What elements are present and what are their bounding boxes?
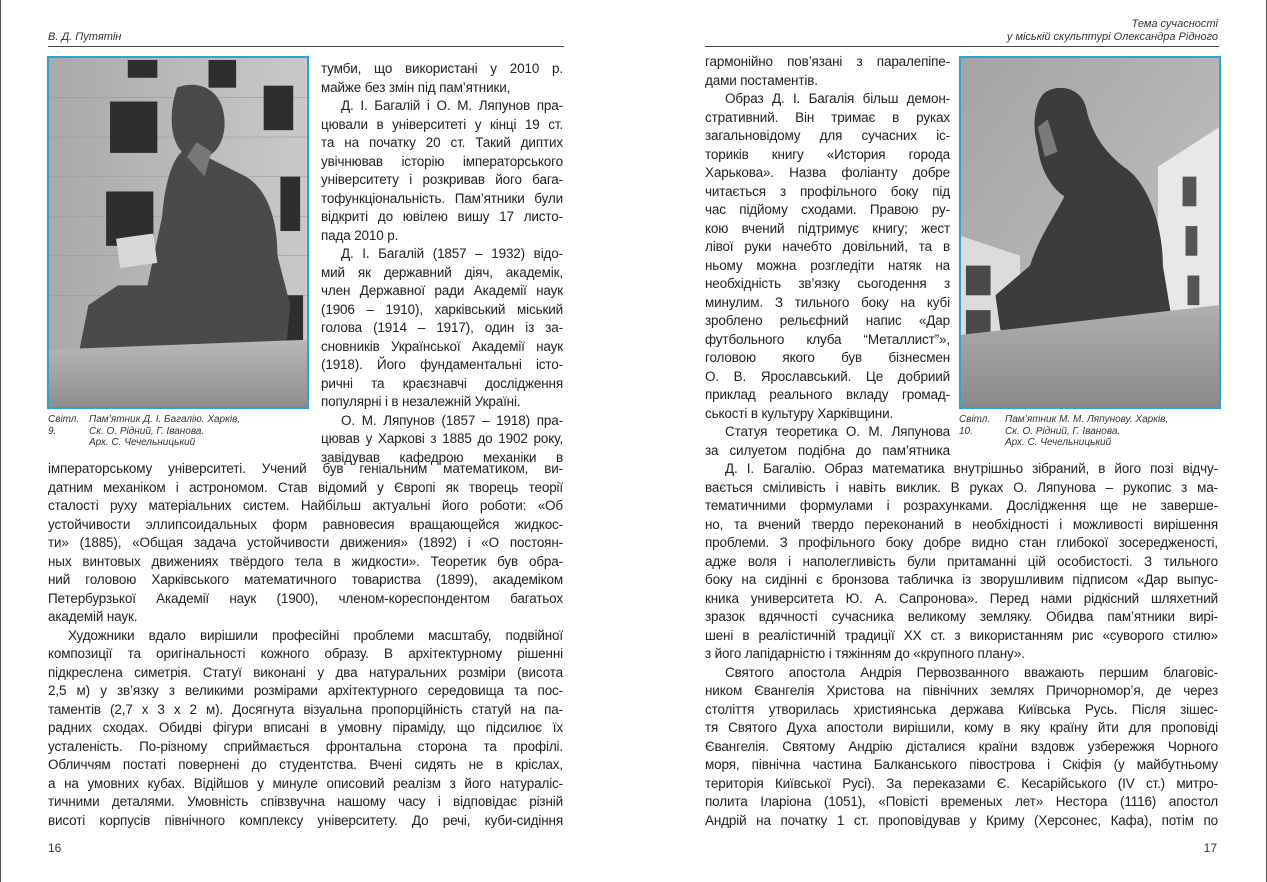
body-text-full — [48, 460, 563, 830]
running-head-line: Тема сучасності — [1131, 18, 1218, 30]
text-line: мий як державний діяч, академік, — [321, 264, 563, 280]
text-line: Образ Д. І. Багалія більш демон- — [725, 91, 950, 106]
text-line: кою вчений підтримує книгу; жест — [705, 220, 950, 236]
text-line: тичними деталями. Умовність співзвучна нашому часу і відповідає різній — [48, 794, 563, 809]
paragraph — [321, 97, 563, 245]
caption-line: Арх. С. Чечельницький — [1005, 437, 1112, 448]
running-head-title — [1007, 18, 1218, 44]
text-line: відкриті до ювілею вишу 17 листо- — [321, 209, 563, 224]
text-line: ником Євангелія Христова на північних землях Причорномор’я, де через — [705, 683, 1218, 698]
body-text-column — [705, 53, 950, 460]
text-line: (1918). Його фундаментальні істо- — [321, 357, 563, 372]
page-number: 17 — [1203, 841, 1217, 855]
text-line: тя Святого Духа апостоли вирішили, кому в яку країну йти для проповіді — [705, 720, 1218, 735]
text-line: Євангелія. Святому Андрію дісталися країни вздовж узбережжя Чорного — [705, 738, 1218, 754]
text-line: завідував кафедрою механіки в — [321, 449, 563, 465]
text-line: стративний. Він тримає в руках — [705, 109, 950, 125]
photo-bahalii-monument — [47, 56, 309, 409]
paragraph — [705, 460, 1218, 664]
left-page — [0, 0, 633, 882]
body-text-column — [321, 60, 563, 467]
text-line: ричні та краєзнавчі дослідження — [321, 375, 563, 391]
paragraph — [705, 423, 950, 460]
text-line: висоті корпусів північного комплексу університету. До речі, куби-сидіння — [48, 812, 563, 828]
text-line: футбольного клуба “Металлист”», — [705, 331, 950, 347]
paragraph — [48, 460, 563, 627]
text-line: за силуетом подібна до пам’ятника — [705, 442, 950, 458]
text-line: датним механіком і астрономом. Став відомий у Європі як творець теорії — [48, 479, 563, 495]
text-line: університету і розкривав його бага- — [321, 172, 563, 187]
caption-line: Пам’ятник М. М. Ляпунову. Харків, — [1005, 414, 1169, 425]
paragraph — [321, 60, 563, 97]
text-line: моря, північна частина Балканського півострова і Скіфія (у майбутньому — [705, 757, 1218, 772]
running-head-author: В. Д. Путятін — [48, 31, 122, 43]
paragraph — [705, 90, 950, 423]
text-line: вається сміливість і навіть виклик. В руках О. Ляпунова – рукопис з ма- — [705, 479, 1218, 495]
text-line: Д. І. Багалій і О. М. Ляпунов пра- — [341, 98, 563, 113]
text-line: голова (1914 – 1917), один із за- — [321, 320, 563, 335]
text-line: Д. І. Багалію. Образ математика внутрішньо зібраний, в його позі відчу- — [725, 461, 1218, 476]
text-line: кника университета Ю. А. Сапронова». Перед нами рідкісний шляхетний — [705, 590, 1218, 606]
caption-label: Світл. 10. — [959, 414, 991, 437]
caption-label: Світл. 9. — [48, 414, 80, 437]
text-line: тумби, що використані у 2010 р. — [321, 61, 563, 76]
header-rule — [705, 46, 1219, 47]
text-line: головою якого був бізнесмен — [705, 350, 950, 365]
text-line: лівої руки начебто довільний, та в — [705, 239, 950, 254]
caption-line: Арх. С. Чечельницький — [89, 437, 196, 448]
text-line: минулим. З тильного боку на кубі — [705, 294, 950, 310]
text-line: загальновідому для сучасних іс- — [705, 128, 950, 143]
text-line: а на умовних кубах. Відійшов у минуле описовий реалізм з його натураліс- — [48, 775, 563, 791]
text-line: устойчивости эллипсоидальных форм равновесия вращающейся жидкос- — [48, 516, 563, 532]
paragraph — [321, 412, 563, 468]
text-line: з його лапідарністю і тяжінням до «крупного плану». — [705, 646, 1025, 661]
text-line: увічнював історію імператорського — [321, 153, 563, 169]
statue-photo-image — [961, 58, 1219, 407]
header-rule — [48, 46, 564, 47]
text-line: приклад реального вкладу громад- — [705, 387, 950, 402]
text-line: Обличчям постаті повернені до студентства. Вчені сидять не в кріслах, — [48, 757, 563, 772]
text-line: сталості руху матеріальних систем. Найбільш актуальні його роботи: «Об — [48, 498, 563, 513]
text-line: радних сходах. Обидві фігури вписані в умовну піраміду, що підсилює їх — [48, 720, 563, 735]
text-line: територія Київської Русі). За переказами Є. Кесарійського (IV ст.) митро- — [705, 775, 1218, 791]
body-text-full — [705, 460, 1218, 830]
text-line: ний головою Харківського математичного товариства (1899), академіком — [48, 572, 563, 587]
text-line: ных винтовых движениях твёрдого тела в жидкости». Теоретик був обра- — [48, 553, 563, 569]
statue-photo-image — [49, 58, 307, 407]
paragraph — [321, 245, 563, 412]
text-line: ториків книгу «История города — [705, 146, 950, 162]
caption-line: Ск. О. Рідний, Г. Іванова. — [1005, 425, 1121, 437]
text-line: полита Іларіона (1051), «Повісті временых лет» Нестора (1116) апостол — [705, 794, 1218, 809]
text-line: імператорському університеті. Учений був геніальним математиком, ви- — [48, 461, 563, 476]
text-line: ти» (1885), «Общая задача устойчивости движения» (1892) і «О постоян- — [48, 535, 563, 550]
text-line: майже без змін під пам’ятники, — [321, 79, 511, 95]
text-line: проблеми. З профільного боку добре видно стан глибокої зосередженості, — [705, 535, 1218, 550]
text-line: усталеність. По-різному сприймається фронтальна сторона та профілі. — [48, 738, 563, 754]
text-line: сновників Української Академії наук — [321, 338, 563, 354]
text-line: зразок вдячності сучасника великому земляку. Обидва пам’ятники вирі- — [705, 609, 1218, 624]
text-line: адже воля і наполегливість були притаманні цій особистості. З тильного — [705, 553, 1218, 569]
text-line: зроблено рельєфний напис «Дар — [705, 313, 950, 328]
text-line: Харькова». Назва фоліанту добре — [705, 165, 950, 180]
text-line: тофункціональність. Пам’ятники були — [321, 190, 563, 206]
text-line: ньому можна розгледіти натяк на — [705, 257, 950, 273]
running-head-line: у міській скульптурі Олександра Рідного — [1006, 31, 1218, 43]
text-line: композиції та оригінальності кожного образу. В архітектурному рішенні — [48, 646, 563, 661]
text-line: 2,5 м) у зв’язку з великими розмірами архітектурного середовища та пос- — [48, 683, 563, 698]
text-line: шені в реалістичній традиції ХХ ст. з використанням рис «суворого стилю» — [705, 627, 1218, 643]
text-line: гармонійно пов’язані з паралепіпе- — [705, 54, 950, 69]
text-line: боку на сидінні є бронзова табличка із зворушливим підписом «Дар выпус- — [705, 572, 1218, 587]
page-number: 16 — [48, 841, 62, 855]
text-line: (1906 – 1910), харківський міський — [321, 301, 563, 317]
text-line: Статуя теоретика О. М. Ляпунова — [725, 424, 950, 439]
text-line: но, та вчений твердо переконаний в необхідності і можливості вирішення — [705, 516, 1218, 532]
text-line: необхідність зв’язку сьогодення з — [705, 276, 950, 291]
text-line: Святого апостола Андрія Первозванного вважають першим благовіс- — [725, 664, 1218, 680]
text-line: дами постаментів. — [705, 72, 818, 88]
right-page — [633, 0, 1267, 882]
text-line: академій наук. — [48, 609, 138, 624]
paragraph — [705, 53, 950, 90]
text-line: популярні і в незалежній Україні. — [321, 394, 521, 409]
text-line: підкреслена симетрія. Статуї виконані у два натуральних розміри (висота — [48, 664, 563, 680]
text-line: Художники вдало вирішили професійні проблеми масштабу, подвійної — [68, 627, 563, 643]
text-line: О. М. Ляпунов (1857 – 1918) пра- — [341, 412, 563, 428]
text-line: таментів (2,7 х 3 х 2 м). Досягнута візуальна пропорційність статуй на па- — [48, 701, 563, 717]
paragraph — [48, 627, 563, 831]
text-line: читається з профільного боку під — [705, 183, 950, 199]
text-line: пада 2010 р. — [321, 227, 399, 243]
text-line: Андрій на початку 1 ст. проповідував у Криму (Херсонес, Кафа), потім по — [705, 812, 1218, 828]
caption-line: Ск. О. Рідний, Г. Іванова. — [89, 425, 205, 437]
text-line: член Державної ради Академії наук — [321, 283, 563, 298]
text-line: Д. І. Багалій (1857 – 1932) відо- — [341, 246, 563, 261]
text-line: Петербурзької Академії наук (1900), членом-кореспондентом багатьох — [48, 590, 563, 606]
text-line: цював у Харкові з 1885 до 1902 року, — [321, 431, 563, 446]
text-line: ськості в культуру Харківщини. — [705, 405, 894, 421]
text-line: час підйому сходами. Правою ру- — [705, 202, 950, 217]
text-line: та на початку 20 ст. Такий диптих — [321, 135, 563, 150]
text-line: О. В. Ярославський. Це добриий — [705, 368, 950, 384]
paragraph — [705, 664, 1218, 831]
photo-lyapunov-monument — [959, 56, 1221, 409]
photo-caption — [959, 414, 1168, 449]
photo-caption — [48, 414, 240, 449]
text-line: століття утворилась християнська держава Київська Русь. Після зішес- — [705, 701, 1218, 717]
caption-line: Пам’ятник Д. І. Багалію. Харків, — [89, 414, 241, 425]
text-line: цювали в університеті у кінці 19 ст. — [321, 116, 563, 132]
text-line: тематичними формулами і розрахунками. Дослідження ще не заверше- — [705, 498, 1218, 513]
